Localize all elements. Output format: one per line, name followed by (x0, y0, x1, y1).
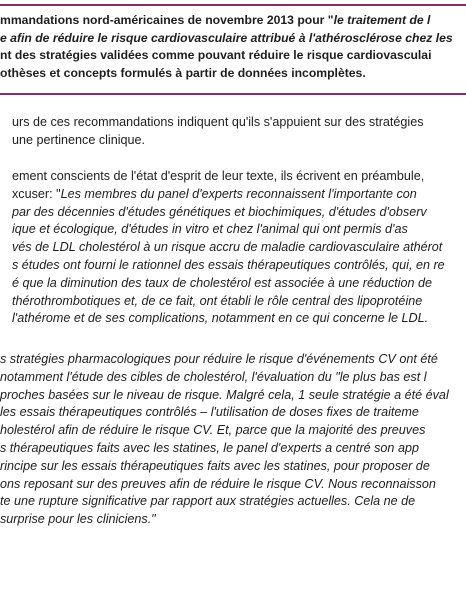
paragraph-2 (12, 168, 466, 328)
para3-line-7: rincipe sur les essais thérapeutiques faits avec les statines, pour proposer de (0, 458, 430, 473)
para2-line-6: s études ont fourni le rationnel des essais thérapeutiques contrôlés, qui, en re (12, 257, 445, 272)
box-line-1-regular: mmandations nord-américaines de novembre 2013 pour " (0, 13, 334, 27)
box-line-4: othèses et concepts formulés à partir de données incomplètes. (0, 65, 366, 80)
para2-line-4: ique et écologique, d'études in vitro et chez l'animal qui ont permis d'as (12, 222, 408, 237)
para3-line-8: ons reposant sur des preuves afin de réduire le risque CV. Nous reconnaisson (0, 476, 436, 491)
box-line-1-italic: le traitement de l (333, 13, 431, 27)
para3-line-5: holestérol afin de réduire le risque CV. Et, parce que la majorité des preuves (0, 423, 426, 438)
para2-line-1: ement conscients de l'état d'esprit de leur texte, ils écrivent en préambule, (12, 169, 425, 183)
box-line-1 (0, 12, 466, 30)
para2-line-7: é que la diminution des taux de cholestérol est associée à une réduction de (12, 275, 433, 290)
bottom-rule (0, 93, 466, 95)
para2-line-5: vés de LDL cholestérol à un risque accru de maladie cardiovasculaire athérot (12, 240, 443, 255)
para3-line-4: les essais thérapeutiques contrôlés – l'utilisation de doses fixes de traiteme (0, 405, 419, 420)
highlight-box (0, 12, 466, 82)
para3-line-3: proches basées sur le niveau de risque. Malgré cela, 1 seule stratégie a été éval (0, 387, 449, 402)
para2-line-2 (12, 186, 466, 204)
top-rule (0, 4, 466, 6)
para3-line-6: s thérapeutiques faits avec les statines, le panel d'experts a centré son app (0, 440, 419, 455)
para1-line-1: urs de ces recommandations indiquent qu'ils s'appuient sur des stratégies (12, 115, 424, 129)
box-line-3: nt des stratégies validées comme pouvant réduire le risque cardiovasculai (0, 48, 432, 63)
para3-line-2: notamment l'étude des cibles de cholestérol, l'évaluation du "le plus bas est l (0, 369, 427, 384)
para3-line-1: s stratégies pharmacologiques pour réduire le risque d'événements CV ont été (0, 352, 438, 366)
para3-line-10: surprise pour les cliniciens." (0, 512, 156, 527)
paragraph-3 (0, 351, 466, 529)
box-line-2: e afin de réduire le risque cardiovasculaire attribué à l'athérosclérose chez les (0, 30, 453, 45)
para2-line-2-regular: xcuser: " (12, 186, 61, 201)
para2-line-3: par des décennies d'études génétiques et biochimiques, d'études d'observ (12, 204, 427, 219)
para1-line-2: une pertinence clinique. (12, 132, 146, 147)
para2-line-2-italic: Les membres du panel d'experts reconnaissent l'importante con (60, 186, 417, 201)
para2-line-8: thérothrombotiques et, de ce fait, ont établi le rôle central des lipoprotéine (12, 293, 423, 308)
para3-line-9: te une rupture significative par rapport aux stratégies actuelles. Cela ne de (0, 494, 416, 509)
para2-line-9: l'athérome et de ses complications, notamment en ce qui concerne le LDL. (12, 311, 429, 326)
paragraph-1 (12, 114, 466, 150)
